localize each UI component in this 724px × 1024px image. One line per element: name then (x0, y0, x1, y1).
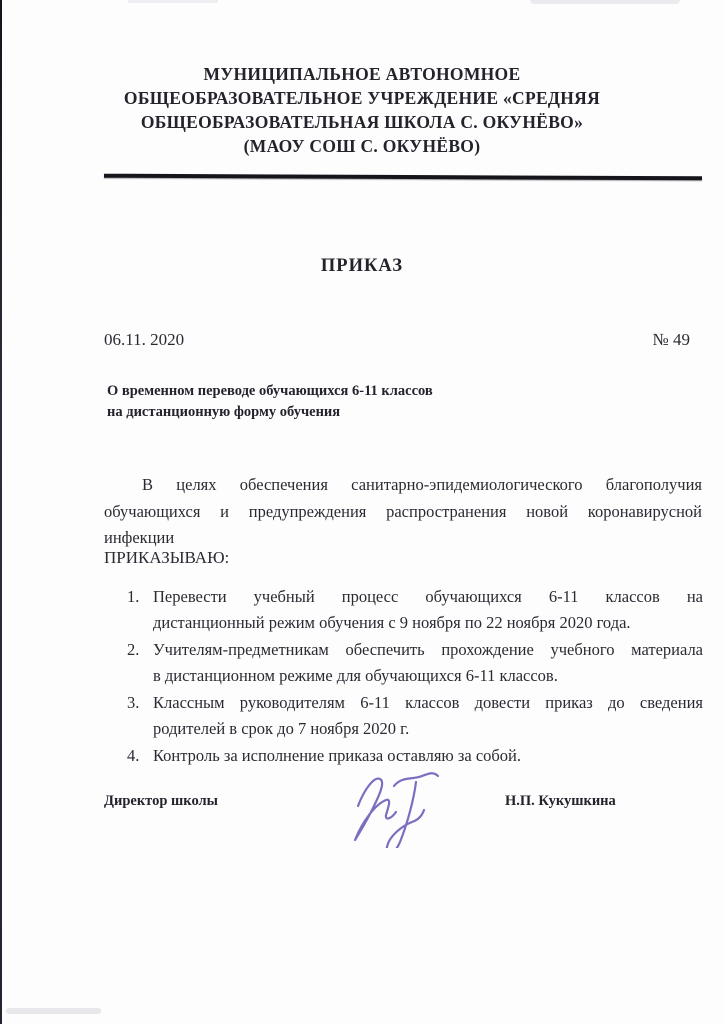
order-item (127, 584, 703, 635)
subject-line: на дистанционную форму обучения (107, 404, 341, 420)
order-text-line: дистанционный режим обучения с 9 ноября по 22 ноября 2020 года. (153, 612, 631, 632)
order-text-line: родителей в срок до 7 ноября 2020 г. (153, 718, 410, 738)
preamble-line: В целях обеспечения санитарно-эпидемиологического благополучия (142, 475, 702, 494)
document-date: 06.11. 2020 (104, 330, 185, 349)
order-text (153, 584, 703, 635)
order-number: 4. (127, 746, 140, 765)
order-text (153, 637, 703, 688)
organization-name-line: (МАОУ СОШ С. ОКУНЁВО) (243, 136, 481, 156)
scan-smudge (6, 1008, 101, 1014)
subject-line: О временном переводе обучающихся 6-11 классов (107, 383, 433, 399)
scan-edge-artifact (0, 0, 2, 1024)
order-text-line: Классным руководителям 6-11 классов довести приказ до сведения (153, 693, 703, 712)
order-text (153, 690, 703, 741)
handwritten-signature (336, 748, 456, 848)
signer-name: Н.П. Кукушкина (505, 793, 616, 809)
document-subject (107, 381, 527, 423)
header-divider-rule (104, 174, 702, 181)
order-item (127, 637, 703, 688)
preamble-line: обучающихся и предупреждения распространения новой коронавирусной (104, 501, 702, 521)
scan-smudge (128, 0, 218, 3)
document-title: ПРИКАЗ (320, 256, 404, 276)
organization-name-line: ОБЩЕОБРАЗОВАТЕЛЬНОЕ УЧРЕЖДЕНИЕ «СРЕДНЯЯ (123, 88, 601, 108)
order-text-line: в дистанционном режиме для обучающихся 6-11 классов. (153, 665, 558, 685)
preamble-paragraph (104, 472, 702, 552)
directive-label: ПРИКАЗЫВАЮ: (104, 548, 230, 567)
scan-smudge (530, 0, 680, 4)
signer-position: Директор школы (104, 793, 218, 809)
signature-ink-strokes (336, 748, 456, 848)
order-item (127, 690, 703, 741)
organization-name (62, 62, 662, 158)
order-number: 2. (127, 640, 140, 659)
order-text-line: Перевести учебный процесс обучающихся 6-11 классов на (153, 587, 703, 606)
organization-name-line: ОБЩЕОБРАЗОВАТЕЛЬНАЯ ШКОЛА С. ОКУНЁВО» (140, 112, 584, 132)
preamble-line: инфекции (104, 528, 175, 547)
orders-list (127, 584, 703, 771)
order-number: 1. (127, 587, 140, 606)
document-number: № 49 (652, 330, 690, 349)
organization-name-line: МУНИЦИПАЛЬНОЕ АВТОНОМНОЕ (203, 64, 521, 84)
document-meta-row (104, 330, 690, 350)
order-text-line: Контроль за исполнение приказа оставляю за собой. (153, 746, 521, 765)
order-number: 3. (127, 693, 140, 712)
order-text-line: Учителям-предметникам обеспечить прохождение учебного материала (153, 640, 703, 659)
